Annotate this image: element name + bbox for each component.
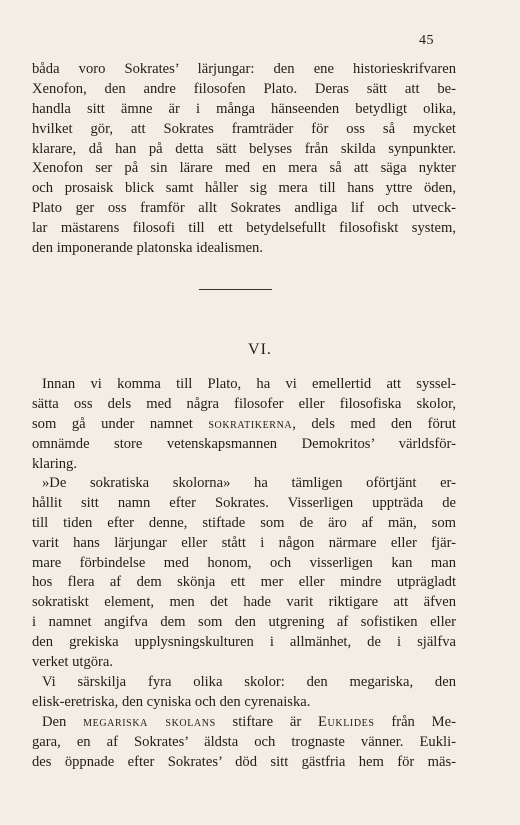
text-line: »De sokratiska skolorna» ha tämligen oförtjänt er- [42, 475, 456, 491]
paragraph-5 [32, 713, 456, 773]
text-line: den grekiska upplysningskulturen i allmänhet, de i själfva [32, 634, 456, 651]
text-line [32, 713, 456, 733]
text-line: hållit sitt namn efter Sokrates. Visserligen uppträda de [32, 494, 456, 511]
text-line: des öppnade efter Sokrates’ död sitt gästfria hem för mäs- [32, 753, 456, 770]
text-line: i namnet angifva dem som den utgrening af sofistiken eller [32, 614, 456, 631]
text-line: Vi särskilja fyra olika skolor: den megariska, den [42, 674, 456, 690]
text-run: som gå under namnet [32, 415, 209, 432]
text-line: handla sitt ämne är i många hänseenden betydligt olika, [32, 100, 456, 117]
text-line: verket utgöra. [32, 654, 114, 671]
text-line: klarare, då han på detta sätt belyses från skilda synpunkter. [32, 140, 456, 157]
text-line: sätta oss dels med några filosofer eller filosofiska skolor, [32, 395, 456, 412]
section-heading: VI. [248, 341, 272, 358]
text-line: omnämde store vetenskapsmannen Demokritos’ världsför- [32, 435, 456, 452]
small-caps-term: megariska skolans [83, 714, 216, 730]
text-line: Plato ger oss framför allt Sokrates andliga lif och utveck- [32, 200, 456, 217]
text-line: klaring. [32, 455, 77, 472]
text-line: den imponerande platonska idealismen. [32, 240, 263, 257]
small-caps-term: Euklides [318, 714, 375, 730]
text-run: Den [42, 714, 84, 730]
text-line: varit hans lärjungar eller stått i någon närmare eller fjär- [32, 534, 456, 551]
paragraph-4 [32, 673, 456, 713]
text-run: stiftare är [215, 714, 319, 730]
text-line: Innan vi komma till Plato, ha vi emellertid att syssel- [42, 376, 456, 392]
text-line [32, 415, 456, 435]
text-line: elisk-eretriska, den cyniska och den cyrenaiska. [32, 693, 311, 710]
text-line: Xenofon ser på sin lärare med en mera så att säga nykter [32, 160, 456, 177]
paragraph-2 [32, 375, 456, 474]
text-line: och prosaisk blick samt håller sig mera till hans yttre öden, [32, 180, 456, 197]
text-run: från Me- [374, 714, 456, 730]
text-line: hos flera af dem skönja ett mer eller mindre utprägladt [32, 574, 456, 591]
small-caps-term: sokratikerna [208, 415, 293, 432]
text-line: lar mästarens filosofi till ett betydelsefullt filosofiskt system, [32, 220, 456, 237]
text-line: mare förbindelse med honom, och visserligen kan man [32, 554, 456, 571]
text-line: sokratiskt element, men det hade varit riktigare att äfven [32, 594, 456, 611]
section-divider [199, 289, 272, 290]
paragraph-1 [32, 60, 456, 259]
page-number: 45 [419, 33, 434, 48]
text-line: gara, en af Sokrates’ äldsta och trognaste vänner. Eukli- [32, 733, 456, 750]
paragraph-3 [32, 474, 456, 673]
text-line: till tiden efter denne, stiftade som de äro af män, som [32, 514, 456, 531]
text-line: hvilket gör, att Sokrates framträder för oss så mycket [32, 120, 456, 137]
text-line: Xenofon, den andre filosofen Plato. Deras sätt att be- [32, 80, 456, 97]
text-line: båda voro Sokrates’ lärjungar: den ene historieskrifvaren [32, 61, 456, 77]
text-run: , dels med den förut [292, 415, 456, 432]
